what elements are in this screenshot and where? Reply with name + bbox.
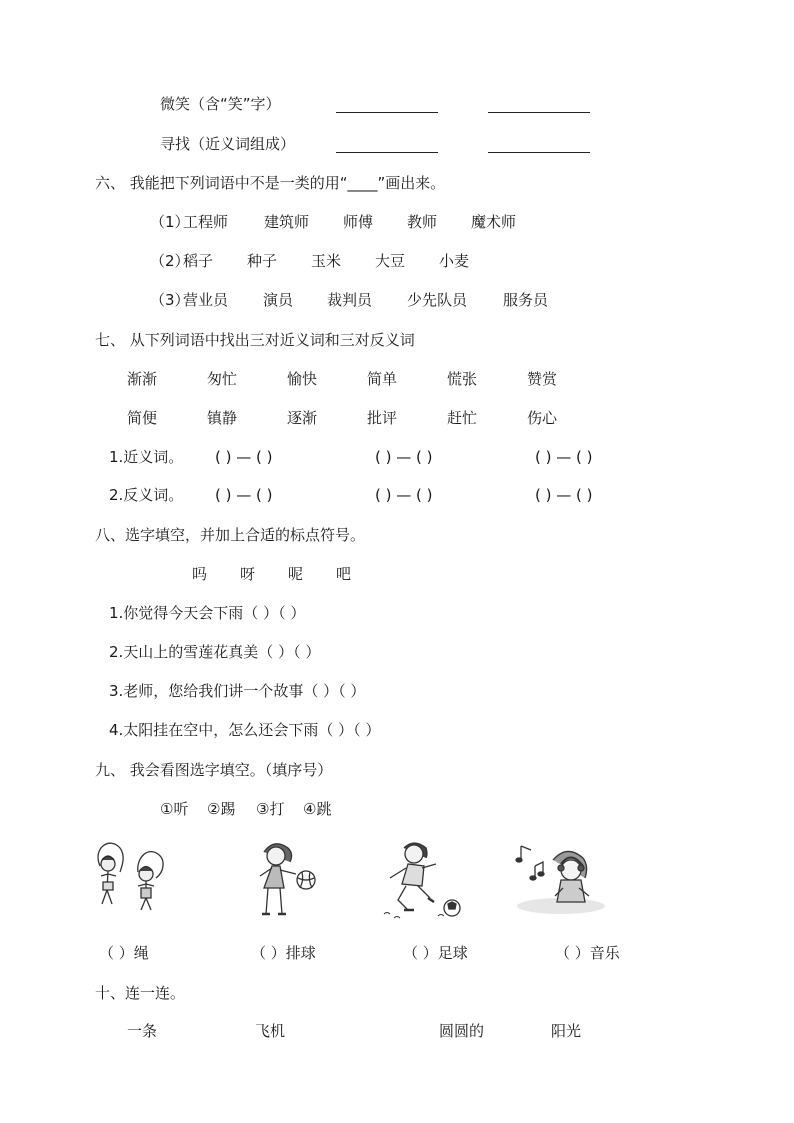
answer-blank[interactable] [336,112,438,113]
row-number: （1） [150,213,190,231]
word-item: 愉快 [287,370,318,388]
section-heading: 八、选字填空，并加上合适的标点符号。 [95,526,366,544]
fill-question[interactable]: 4.太阳挂在空中，怎么还会下雨（ ）（ ） [109,721,381,739]
picture-answer[interactable]: （ ）排球 [251,944,316,962]
word-option[interactable]: 工程师 [183,213,229,231]
section-heading: 十、连一连。 [95,984,186,1002]
section-heading: 七、 从下列词语中找出三对近义词和三对反义词 [95,331,415,349]
word-item: 镇静 [207,409,238,427]
word-option[interactable]: 建筑师 [264,213,310,231]
row-number: （3） [150,291,190,309]
word-item: 伤心 [527,409,558,427]
volleyball-picture [250,838,320,920]
answer-pair[interactable]: ( ) — ( ) [215,486,273,504]
word-option[interactable]: 演员 [263,291,294,309]
picture-answer[interactable]: （ ）绳 [99,944,149,962]
word-row-label: 微笑（含“笑”字） [160,95,281,113]
word-item: 慌张 [447,370,478,388]
word-option[interactable]: 大豆 [375,252,406,270]
picture-answer[interactable]: （ ）足球 [403,944,468,962]
question-label: 2.反义词。 [109,486,184,504]
answer-pair[interactable]: ( ) — ( ) [375,448,433,466]
soccer-picture [380,838,472,922]
option-item: ④跳 [303,800,332,818]
word-row-label: 寻找（近义词组成） [160,135,296,153]
word-item: 简单 [367,370,398,388]
fill-question[interactable]: 2.天山上的雪莲花真美（ ）（ ） [109,643,321,661]
word-option[interactable]: 种子 [247,252,278,270]
answer-blank[interactable] [336,152,438,153]
fill-question[interactable]: 3.老师，您给我们讲一个故事（ ）（ ） [109,682,366,700]
section-heading: 六、 我能把下列词语中不是一类的用“____”画出来。 [95,174,446,192]
word-option[interactable]: 教师 [407,213,438,231]
option-item: ①听 [160,800,189,818]
word-item: 渐渐 [127,370,158,388]
word-option[interactable]: 师傅 [343,213,374,231]
word-option[interactable]: 营业员 [183,291,229,309]
match-item-left[interactable]: 一条 [127,1022,158,1040]
row-number: （2） [150,252,190,270]
match-item-right[interactable]: 圆圆的 [439,1022,485,1040]
answer-blank[interactable] [488,112,590,113]
char-option: 呀 [240,565,256,583]
char-option: 呢 [288,565,304,583]
word-item: 匆忙 [207,370,238,388]
word-item: 简便 [127,409,158,427]
music-picture [515,838,607,918]
word-item: 赞赏 [527,370,558,388]
match-item-left[interactable]: 飞机 [255,1022,286,1040]
picture-answer[interactable]: （ ）音乐 [555,944,620,962]
answer-pair[interactable]: ( ) — ( ) [215,448,273,466]
section-heading: 九、 我会看图选字填空。（填序号） [95,761,333,779]
answer-blank[interactable] [488,152,590,153]
word-option[interactable]: 服务员 [503,291,549,309]
fill-question[interactable]: 1.你觉得今天会下雨（ ）（ ） [109,604,306,622]
word-option[interactable]: 裁判员 [327,291,373,309]
answer-pair[interactable]: ( ) — ( ) [375,486,433,504]
word-item: 逐渐 [287,409,318,427]
question-label: 1.近义词。 [109,448,184,466]
word-option[interactable]: 少先队员 [407,291,468,309]
answer-pair[interactable]: ( ) — ( ) [535,486,593,504]
word-option[interactable]: 小麦 [439,252,470,270]
option-item: ③打 [256,800,285,818]
word-item: 赶忙 [447,409,478,427]
word-option[interactable]: 玉米 [311,252,342,270]
char-option: 吧 [336,565,352,583]
word-option[interactable]: 稻子 [183,252,214,270]
answer-pair[interactable]: ( ) — ( ) [535,448,593,466]
word-option[interactable]: 魔术师 [471,213,517,231]
char-option: 吗 [192,565,208,583]
word-item: 批评 [367,409,398,427]
jump-rope-picture [92,838,168,916]
match-item-right[interactable]: 阳光 [551,1022,582,1040]
option-item: ②踢 [207,800,236,818]
